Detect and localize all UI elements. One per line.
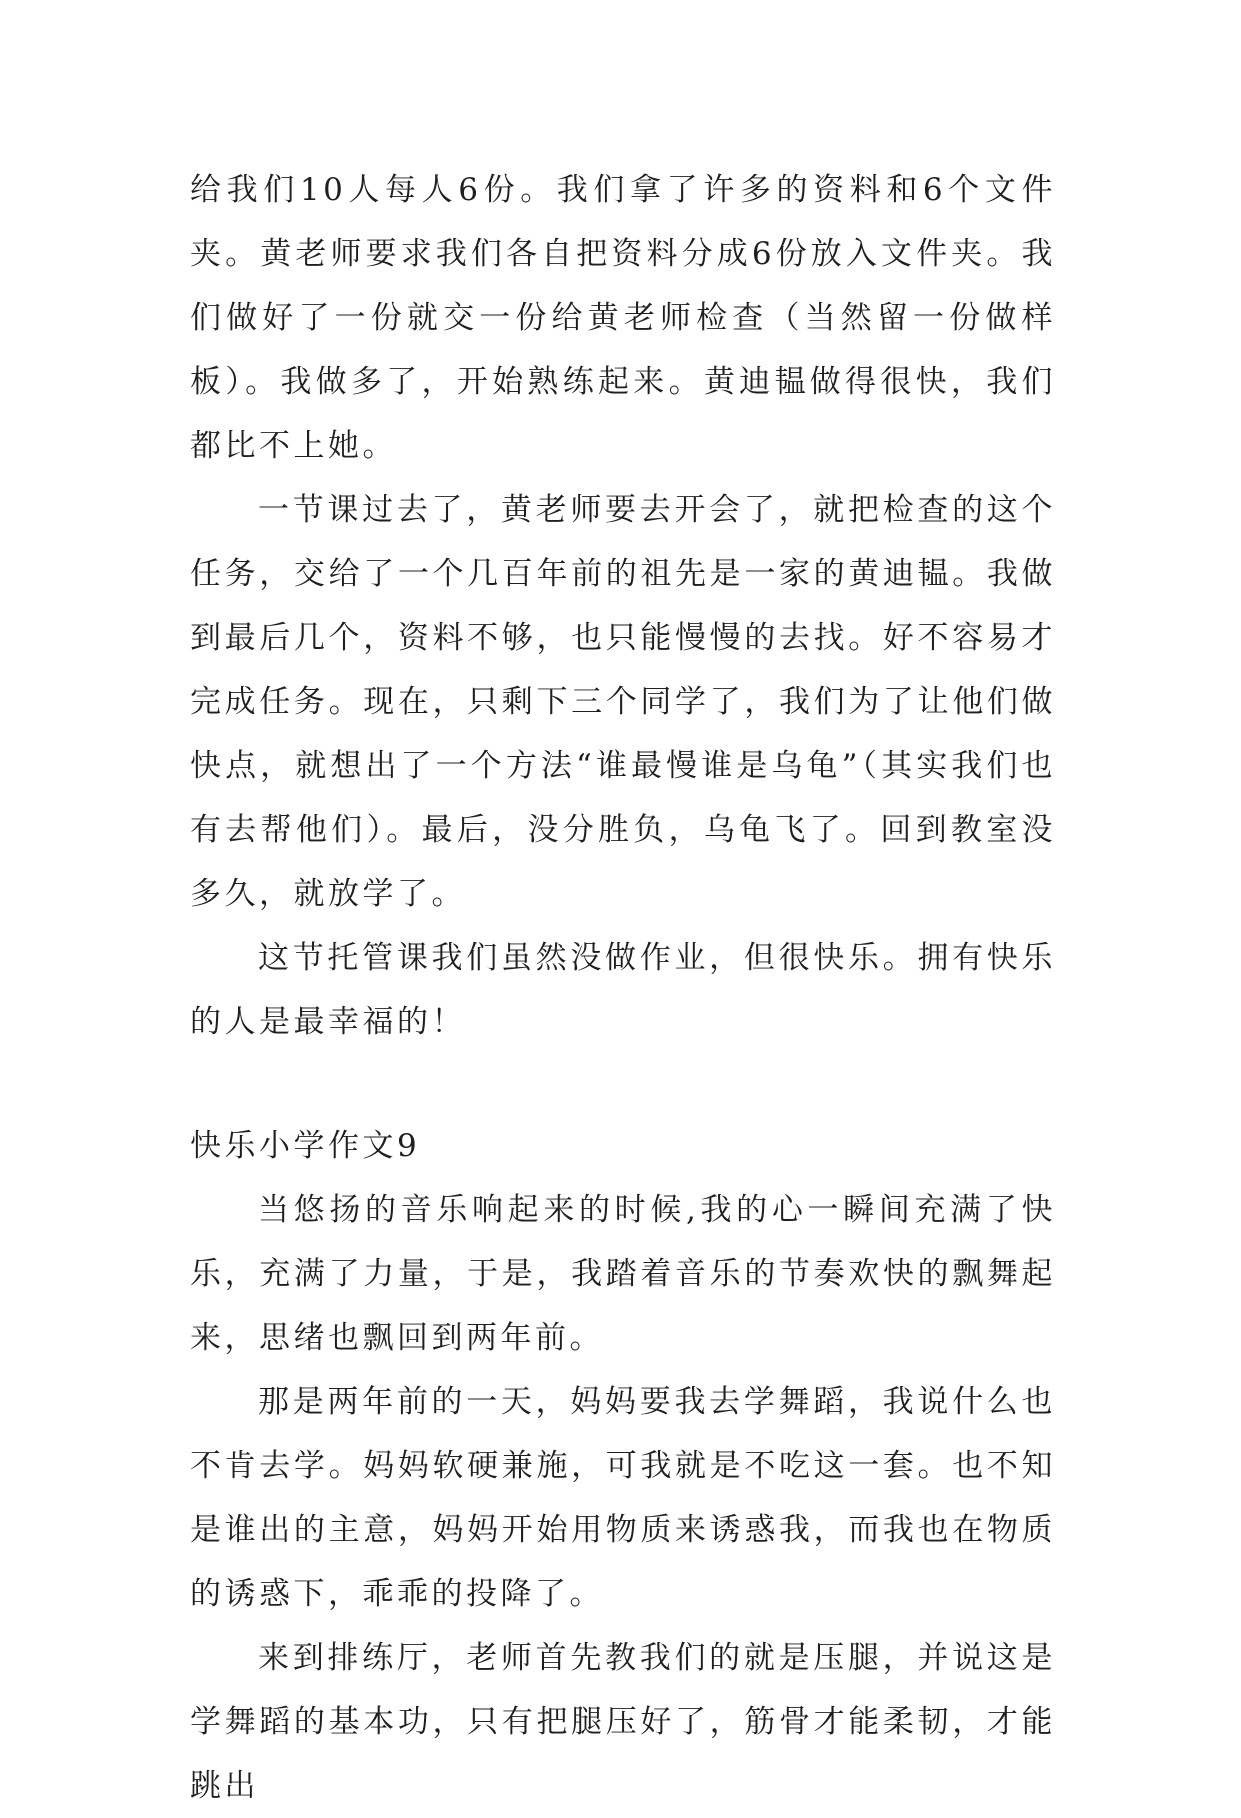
section-title: 快乐小学作文9 — [190, 1128, 421, 1164]
paragraph-2: 一节课过去了，黄老师要去开会了，就把检查的这个任务，交给了一个几百年前的祖先是一家的黄迪韫。我做到最后几个，资料不够，也只能慢慢的去找。好不容易才完成任务。现在，只剩下三个同学了，我们为了让他们做快点，就想出了一个方法“谁最慢谁是乌龟”（其实我们也有去帮他们）。最后，没分胜负，乌龟飞了。回到教室没多久，就放学了。 — [190, 492, 1056, 912]
paragraph-5: 那是两年前的一天，妈妈要我去学舞蹈，我说什么也不肯去学。妈妈软硬兼施，可我就是不吃这一套。也不知是谁出的主意，妈妈开始用物质来诱惑我，而我也在物质的诱惑下，乖乖的投降了。 — [190, 1384, 1056, 1612]
paragraph-6: 来到排练厅，老师首先教我们的就是压腿，并说这是学舞蹈的基本功，只有把腿压好了，筋骨才能柔韧，才能跳出 — [190, 1640, 1056, 1804]
document-body — [190, 158, 1056, 1818]
paragraph-1: 给我们10人每人6份。我们拿了许多的资料和6个文件夹。黄老师要求我们各自把资料分成6份放入文件夹。我们做好了一份就交一份给黄老师检查（当然留一份做样板）。我做多了，开始熟练起来。黄迪韫做得很快，我们都比不上她。 — [190, 172, 1056, 464]
paragraph-3: 这节托管课我们虽然没做作业，但很快乐。拥有快乐的人是最幸福的！ — [190, 940, 1056, 1040]
paragraph-4: 当悠扬的音乐响起来的时候,我的心一瞬间充满了快乐，充满了力量，于是，我踏着音乐的节奏欢快的飘舞起来，思绪也飘回到两年前。 — [190, 1192, 1056, 1356]
